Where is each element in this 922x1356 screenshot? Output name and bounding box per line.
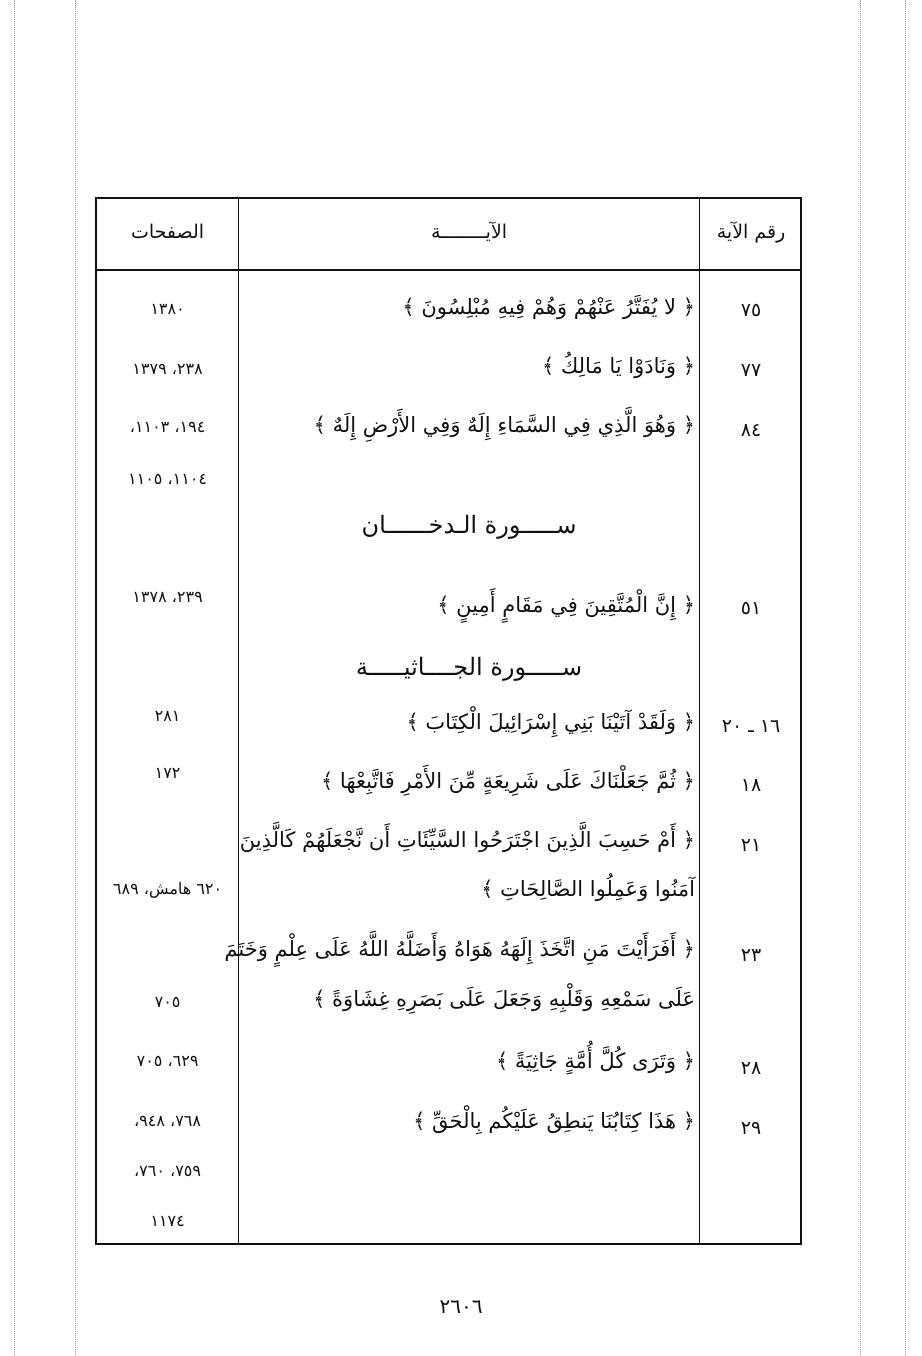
row-verse-number: ٧٧ — [740, 359, 762, 381]
row-pages: ٧٥٩، ٧٦٠، — [134, 1161, 201, 1180]
row-verse-number: ٢٣ — [740, 944, 762, 966]
scan-dotted-margin-left-inner — [75, 0, 76, 1356]
surah-heading: ســـــورة الجــــاثيـــــة — [355, 653, 583, 681]
row-verse-text: ﴿ إِنَّ الْمُتَّقِينَ فِي مَقَامٍ أَمِينٍ ﴾ — [437, 593, 695, 617]
scan-dotted-margin-left — [14, 0, 15, 1356]
row-pages: ٢٨١ — [154, 706, 181, 725]
row-pages: ١١٠٤، ١١٠٥ — [128, 469, 207, 488]
row-verse-number: ٢٩ — [740, 1117, 762, 1139]
surah-heading: ســـــورة الـدخــــــان — [361, 511, 577, 539]
row-verse-number: ٨٤ — [740, 419, 762, 441]
row-verse-number: ٥١ — [740, 597, 762, 619]
row-verse-text: ﴿ وَلَقَدْ آتَيْنَا بَنِي إِسْرَائِيلَ الْكِتَابَ ﴾ — [406, 710, 695, 734]
row-pages: ٢٣٨، ١٣٧٩ — [132, 359, 203, 378]
row-pages: ٢٣٩، ١٣٧٨ — [132, 587, 203, 606]
row-pages: ٦٢٩، ٧٠٥ — [136, 1051, 199, 1070]
row-pages: ٧٦٨، ٩٤٨، — [134, 1111, 201, 1130]
row-verse-text: ﴿ هَذَا كِتَابُنَا يَنطِقُ عَلَيْكُم بِالْحَقِّ ﴾ — [413, 1109, 695, 1133]
row-pages: ٧٠٥ — [154, 992, 181, 1011]
row-verse-number: ١٨ — [740, 774, 762, 796]
row-verse-text: ﴿ ثُمَّ جَعَلْنَاكَ عَلَى شَرِيعَةٍ مِّنَ الأَمْرِ فَاتَّبِعْهَا ﴾ — [320, 769, 695, 793]
header-verse: الآيــــــــة — [430, 221, 508, 243]
row-pages: ١٣٨٠ — [150, 299, 185, 318]
row-verse-number: ٧٥ — [740, 299, 762, 321]
row-verse-text: ﴿ وَنَادَوْا يَا مَالِكُ ﴾ — [541, 354, 695, 378]
row-verse-text: آمَنُوا وَعَمِلُوا الصَّالِحَاتِ ﴾ — [481, 877, 695, 901]
row-verse-text: عَلَى سَمْعِهِ وَقَلْبِهِ وَجَعَلَ عَلَى بَصَرِهِ غِشَاوَةً ﴾ — [313, 987, 695, 1011]
row-verse-text: ﴿ أَمْ حَسِبَ الَّذِينَ اجْتَرَحُوا السَّيِّئَاتِ أَن نَّجْعَلَهُمْ كَالَّذِينَ — [239, 828, 695, 852]
row-pages: ١٧٢ — [154, 763, 181, 782]
row-pages: ١١٧٤ — [150, 1211, 185, 1230]
verse-index-table — [95, 197, 802, 1245]
scan-dotted-margin-right — [860, 0, 861, 1356]
header-divider — [97, 269, 800, 271]
row-pages: ١٩٤، ١١٠٣، — [129, 417, 206, 436]
header-verse-number: رقم الآية — [716, 221, 786, 243]
row-verse-text: ﴿ لا يُفَتَّرُ عَنْهُمْ وَهُمْ فِيهِ مُبْلِسُونَ ﴾ — [402, 295, 695, 319]
row-verse-text: ﴿ أَفَرَأَيْتَ مَنِ اتَّخَذَ إِلَهَهُ هَوَاهُ وَأَضَلَّهُ اللَّهُ عَلَى عِلْمٍ وَخَتَمَ — [224, 937, 695, 961]
row-pages: ٦٢٠ هامش، ٦٨٩ — [112, 879, 223, 898]
row-verse-number: ٢١ — [740, 834, 762, 856]
row-verse-number: ٢٨ — [740, 1057, 762, 1079]
row-verse-number: ١٦ ـ ٢٠ — [721, 715, 781, 737]
row-verse-text: ﴿ وَهُوَ الَّذِي فِي السَّمَاءِ إِلَهٌ وَفِي الأَرْضِ إِلَهٌ ﴾ — [313, 413, 695, 437]
scan-dotted-margin-right-outer — [905, 0, 906, 1356]
page-number: ٢٦٠٦ — [439, 1294, 483, 1318]
header-pages: الصفحات — [130, 221, 205, 243]
row-verse-text: ﴿ وَتَرَى كُلَّ أُمَّةٍ جَاثِيَةً ﴾ — [495, 1049, 695, 1073]
